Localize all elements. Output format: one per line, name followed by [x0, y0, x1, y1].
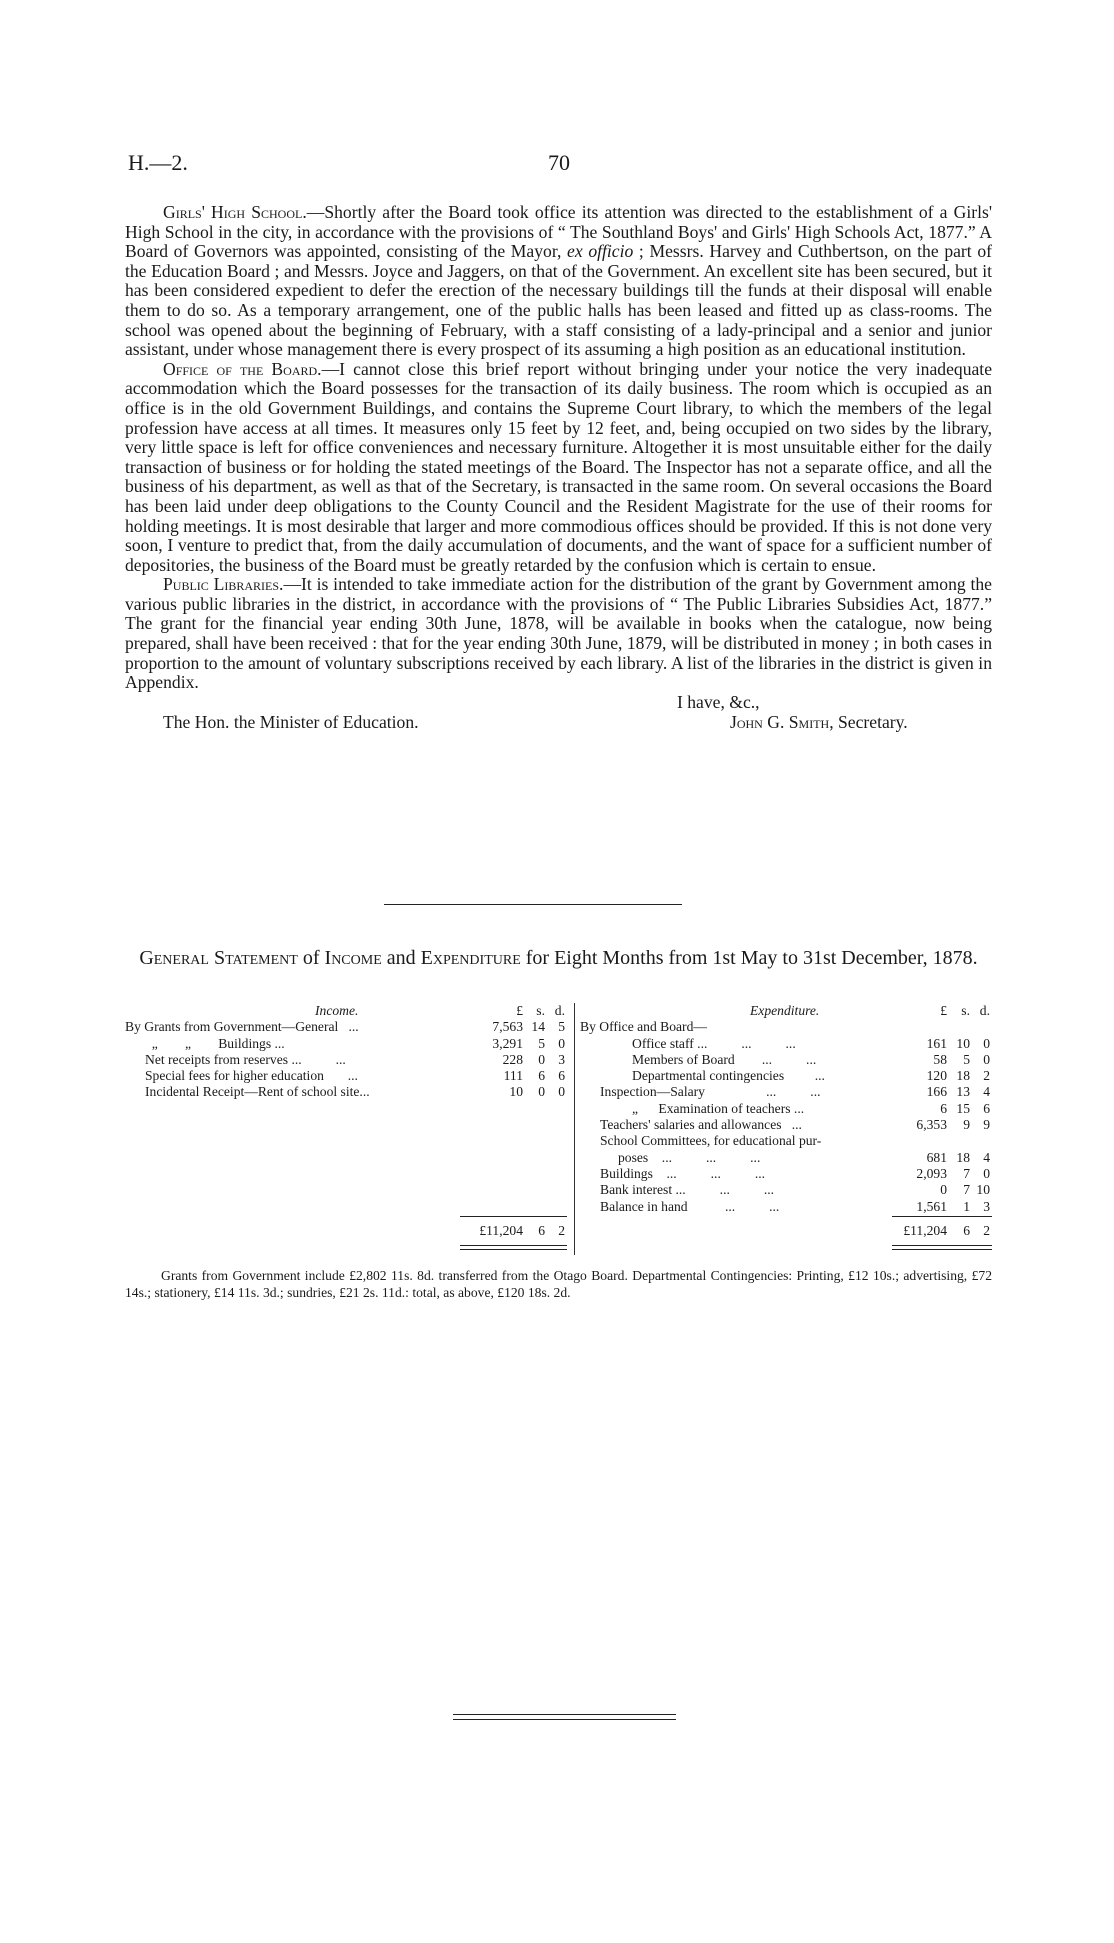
valediction: I have, &c., — [677, 691, 760, 712]
ledger-row — [580, 1019, 992, 1035]
ledger-row — [580, 1133, 992, 1149]
ledger-amount-d: 3 — [558, 1051, 565, 1067]
ledger-total-p: £11,204 — [479, 1223, 523, 1238]
total-rule — [460, 1216, 567, 1217]
ledger-row-label: Office staff ... ... ... — [632, 1035, 796, 1051]
ledger-row — [580, 1166, 992, 1182]
ledger-row-label: Bank interest ... ... ... — [600, 1182, 775, 1198]
ledger-amount-s: 13 — [956, 1084, 970, 1100]
ledger-amount-d: 9 — [983, 1117, 990, 1133]
ledger-amount-d: 4 — [983, 1084, 990, 1100]
ledger-amount-p: 6 — [940, 1100, 947, 1116]
ledger-amount-d: 5 — [558, 1019, 565, 1035]
section-heading: Office of the Board. — [163, 358, 322, 379]
ledger-amount-s: 7 — [963, 1182, 970, 1198]
statement-title: General Statement of Income and Expenditure for Eight Months from 1st May to 31st December, 1878. — [139, 947, 978, 969]
ledger-total-d: 2 — [558, 1223, 565, 1238]
income-ledger — [125, 1003, 567, 1238]
document-code: H.—2. — [128, 150, 188, 175]
ledger-amount-p: 1,561 — [916, 1198, 947, 1214]
expenditure-ledger — [580, 1003, 992, 1238]
ledger-row-label: „ „ Buildings ... — [145, 1035, 285, 1051]
ledger-amount-s: 14 — [531, 1019, 545, 1035]
ledger-row-label: Incidental Receipt—Rent of school site... — [145, 1084, 370, 1100]
double-rule — [460, 1245, 567, 1246]
footer-rule — [453, 1719, 676, 1720]
ledger-amount-p: 161 — [926, 1035, 947, 1051]
ledger-amount-s: 18 — [956, 1068, 970, 1084]
ledger-amount-p: 7,563 — [492, 1019, 523, 1035]
expenditure-heading: Expenditure. — [750, 1003, 820, 1018]
ledger-row-label: By Grants from Government—General ... — [125, 1019, 359, 1035]
ledger-amount-s: 6 — [538, 1068, 545, 1084]
expenditure-header-row: Expenditure. £ s. d. — [750, 1003, 990, 1018]
ledger-divider — [574, 1003, 575, 1255]
ledger-total-d: 2 — [983, 1223, 990, 1238]
ledger-amount-s: 10 — [956, 1035, 970, 1051]
ledger-row — [580, 1084, 992, 1100]
ledger-amount-p: 58 — [933, 1051, 947, 1067]
ledger-row — [580, 1036, 992, 1052]
ledger-amount-s: 0 — [538, 1084, 545, 1100]
ledger-amount-d: 0 — [983, 1165, 990, 1181]
ledger-row-label: Special fees for higher education ... — [145, 1068, 358, 1084]
paragraph-girls-high-school: Girls' High School.—Shortly after the Board took office its attention was directed to the establishment of a Girls' High School in the city, in accordance with the provisions of “ The Southland Boys' and Girls' High Schools Act, 1877.” A Board of Governors was appointed, consisting of the Mayor, ex officio ; Messrs. Harvey and Cuthbertson, on the part of the Education Board ; and Messrs. Joyce and Jaggers, on that of the Government. An excellent site has been secured, but it has been considered expedient to defer the erection of the necessary buildings till the funds at their disposal will enable them to do so. As a temporary arrangement, one of the public halls has been leased and fitted up as class-rooms. The school was opened about the beginning of February, with a staff consisting of a lady-principal and a senior and junior assistant, under whose management there is every prospect of its assuming a high position as an educational institution. — [125, 202, 992, 360]
ledger-total-s: 6 — [963, 1223, 970, 1238]
ledger-row — [125, 1068, 567, 1084]
ledger-amount-d: 0 — [558, 1084, 565, 1100]
ledger-total-row — [580, 1223, 992, 1239]
ledger-row-label: Net receipts from reserves ... ... — [145, 1051, 346, 1067]
ledger-amount-d: 2 — [983, 1068, 990, 1084]
signature: John G. Smith, Secretary. — [730, 711, 908, 732]
ledger-amount-d: 6 — [983, 1100, 990, 1116]
ledger-amount-s: 0 — [538, 1051, 545, 1067]
section-divider — [384, 904, 682, 905]
report-body — [125, 203, 992, 733]
ledger-amount-s: 15 — [956, 1100, 970, 1116]
closing-block — [125, 693, 992, 733]
ledger-amount-p: 681 — [926, 1149, 947, 1165]
ledger-row — [125, 1084, 567, 1100]
ledger-row — [125, 1036, 567, 1052]
ledger-row-label: poses ... ... ... — [618, 1149, 761, 1165]
statement-notes: Grants from Government include £2,802 11s. 8d. transferred from the Otago Board. Departmental Contingencies: Printing, £12 10s.; advertising, £72 14s.; stationery, £14 11s. 3d.; sundries, £21 2s. 11d.: total, as above, £120 18s. 2d. — [125, 1268, 992, 1300]
ledger-row-label: Teachers' salaries and allowances ... — [600, 1117, 802, 1133]
addressee: The Hon. the Minister of Education. — [163, 711, 419, 732]
ledger-amount-d: 3 — [983, 1198, 990, 1214]
ledger-row — [580, 1052, 992, 1068]
ledger-amount-p: 6,353 — [916, 1117, 947, 1133]
section-heading: Public Libraries. — [163, 574, 284, 595]
ledger-amount-p: 10 — [509, 1084, 523, 1100]
ledger-amount-s: 5 — [963, 1051, 970, 1067]
ledger-row — [580, 1101, 992, 1117]
section-heading: Girls' High School. — [163, 202, 307, 222]
ledger-total-row — [125, 1223, 567, 1239]
ledger-row — [580, 1199, 992, 1215]
double-rule — [892, 1245, 992, 1246]
ledger-amount-p: 120 — [926, 1068, 947, 1084]
ledger-row-label: Buildings ... ... ... — [600, 1165, 766, 1181]
ledger-amount-d: 0 — [983, 1051, 990, 1067]
ledger-amount-s: 1 — [963, 1198, 970, 1214]
paragraph-office-of-board: Office of the Board.—I cannot close this brief report without bringing under your notice the very inadequate accommodation which the Board possesses for the transaction of its daily business. The room which is occupied as an office is in the old Government Buildings, and contains the Supreme Court library, to which the members of the legal profession have access at all times. It measures only 15 feet by 12 feet, and, being occupied on two sides by the library, very little space is left for office conveniences and necessary furniture. Altogether it is most unsuitable either for the daily transaction of business or for holding the stated meetings of the Board. The Inspector has not a separate office, and all the business of his department, as well as that of the Secretary, is transacted in the same room. On several occasions the Board has been laid under deep obligations to the County Council and the Resident Magistrate for the use of their rooms for holding meetings. It is most desirable that larger and more commodious offices should be provided. If this is not done very soon, I venture to predict that, from the daily accumulation of documents, and the want of space for a sufficient number of depositories, the business of the Board must be greatly retarded by the confusion which is certain to ensue. — [125, 358, 992, 575]
footer-rule — [453, 1714, 676, 1715]
ledger-amount-p: 0 — [940, 1182, 947, 1198]
ledger-row-label: Inspection—Salary ... ... — [600, 1084, 821, 1100]
double-rule — [460, 1249, 567, 1250]
ledger-total-s: 6 — [538, 1223, 545, 1238]
ledger-amount-d: 0 — [558, 1035, 565, 1051]
ledger-amount-s: 5 — [538, 1035, 545, 1051]
ledger-row-label: Balance in hand ... ... — [600, 1198, 780, 1214]
ledger-amount-p: 166 — [926, 1084, 947, 1100]
ledger-amount-s: 9 — [963, 1117, 970, 1133]
page-number: 70 — [548, 150, 570, 175]
ledger-amount-p: 3,291 — [492, 1035, 523, 1051]
double-rule — [892, 1249, 992, 1250]
ledger-row-label: „ Examination of teachers ... — [632, 1100, 805, 1116]
paragraph-public-libraries: Public Libraries.—It is intended to take immediate action for the distribution of the grant by Government among the various public libraries in the district, in accordance with the provisions of “ The Public Libraries Subsidies Act, 1877.” The grant for the financial year ending 30th June, 1878, will be available in books when the catalogue, now being prepared, shall have been received : that for the year ending 30th June, 1879, will be distributed in money ; in both cases in proportion to the amount of voluntary subscriptions received by each library. A list of the libraries in the district is given in Appendix. — [125, 574, 992, 693]
ledger-row — [580, 1117, 992, 1133]
ledger-amount-d: 6 — [558, 1068, 565, 1084]
ledger-total-p: £11,204 — [903, 1223, 947, 1238]
ledger-row — [580, 1182, 992, 1198]
ledger-amount-s: 7 — [963, 1165, 970, 1181]
ledger-row-label: Departmental contingencies ... — [632, 1068, 825, 1084]
ledger-amount-s: 18 — [956, 1149, 970, 1165]
ledger-amount-d: 0 — [983, 1035, 990, 1051]
total-rule — [892, 1216, 992, 1217]
ledger-row-label: Members of Board ... ... — [632, 1051, 817, 1067]
ledger-row-label: By Office and Board— — [580, 1019, 707, 1035]
income-header-row: Income. £ s. d. — [315, 1003, 565, 1018]
ledger-row — [580, 1068, 992, 1084]
ledger-amount-p: 228 — [502, 1051, 523, 1067]
ledger-row — [580, 1150, 992, 1166]
ledger-amount-d: 10 — [976, 1182, 990, 1198]
ledger-row — [125, 1019, 567, 1035]
income-heading: Income. — [315, 1003, 359, 1018]
ledger-row-label: School Committees, for educational pur- — [600, 1133, 822, 1149]
ledger-amount-p: 111 — [503, 1068, 523, 1084]
ledger-amount-d: 4 — [983, 1149, 990, 1165]
ledger-amount-p: 2,093 — [916, 1165, 947, 1181]
ledger-row — [125, 1052, 567, 1068]
